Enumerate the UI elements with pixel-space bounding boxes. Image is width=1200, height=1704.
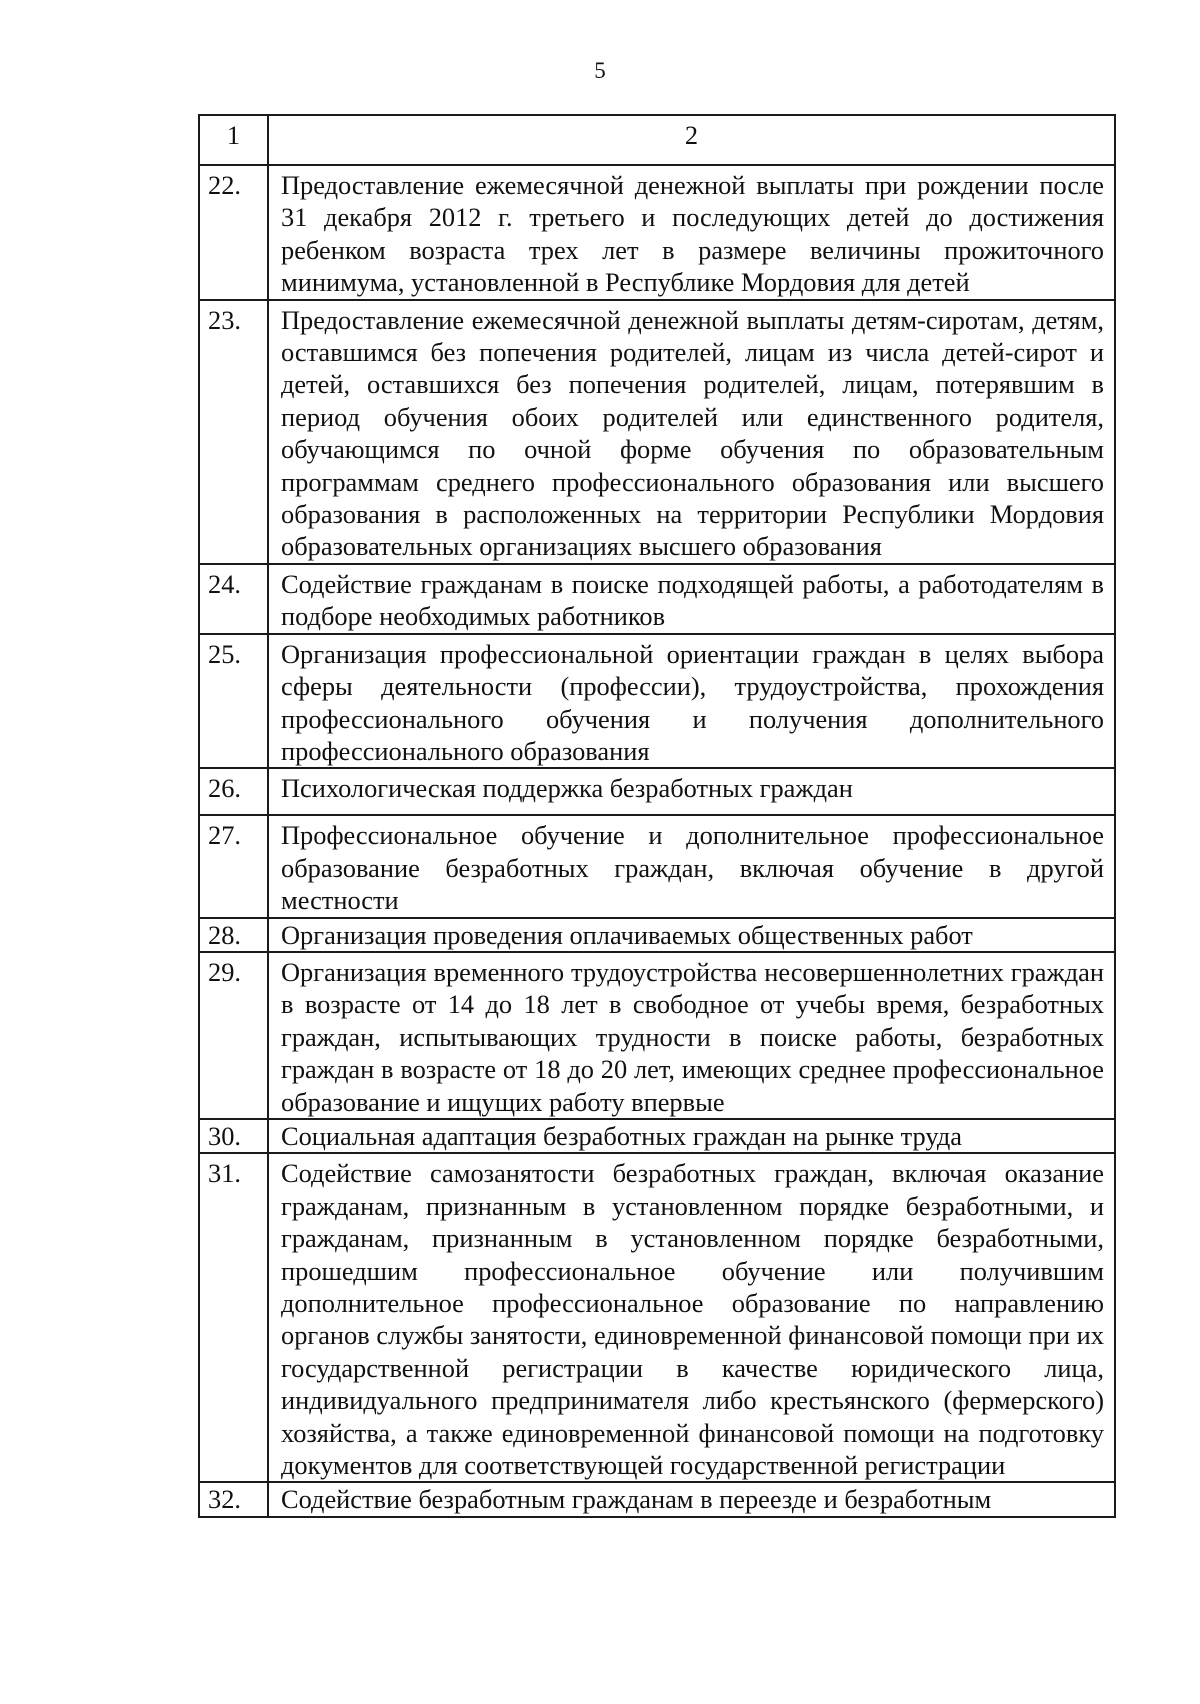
table-row <box>199 768 1115 815</box>
row-text: Организация проведения оплачиваемых общественных работ <box>268 918 1115 952</box>
page-number: 5 <box>594 58 606 83</box>
table-row <box>199 1482 1115 1516</box>
table-header-row <box>199 115 1115 165</box>
row-number: 26. <box>199 768 268 815</box>
row-number: 23. <box>199 300 268 564</box>
table-row <box>199 1153 1115 1482</box>
row-text: Содействие безработным гражданам в переезде и безработным <box>268 1482 1115 1516</box>
table-row <box>199 300 1115 564</box>
table-row <box>199 564 1115 634</box>
row-number: 30. <box>199 1119 268 1153</box>
row-text: Профессиональное обучение и дополнительное профессиональное образование безработных граждан, включая обучение в другой местности <box>268 815 1115 917</box>
row-text: Содействие самозанятости безработных граждан, включая оказание гражданам, признанным в установленном порядке безработными, и гражданам, признанным в установленном порядке безработными, прошедшим профессиональное обучение или получившим дополнительное профессиональное образование по направлению органов службы занятости, единовременной финансовой помощи при их государственной регистрации в качестве юридического лица, индивидуального предпринимателя либо крестьянского (фермерского) хозяйства, а также единовременной финансовой помощи на подготовку документов для соответствующей государственной регистрации <box>268 1153 1115 1482</box>
column-header-description: 2 <box>268 115 1115 165</box>
row-number: 31. <box>199 1153 268 1482</box>
table-row <box>199 952 1115 1119</box>
row-text: Психологическая поддержка безработных граждан <box>268 768 1115 815</box>
column-header-number: 1 <box>199 115 268 165</box>
table-row <box>199 1119 1115 1153</box>
row-number: 22. <box>199 165 268 300</box>
row-number: 27. <box>199 815 268 917</box>
table-row <box>199 918 1115 952</box>
row-text: Социальная адаптация безработных граждан на рынке труда <box>268 1119 1115 1153</box>
row-text: Предоставление ежемесячной денежной выплаты при рождении после 31 декабря 2012 г. третьего и последующих детей до достижения ребенком возраста трех лет в размере величины прожиточного минимума, установленной в Республике Мордовия для детей <box>268 165 1115 300</box>
row-text: Предоставление ежемесячной денежной выплаты детям-сиротам, детям, оставшимся без попечения родителей, лицам из числа детей-сирот и детей, оставшихся без попечения родителей, лицам, потерявшим в период обучения обоих родителей или единственного родителя, обучающимся по очной форме обучения по образовательным программам среднего профессионального образования или высшего образования в расположенных на территории Республики Мордовия образовательных организациях высшего образования <box>268 300 1115 564</box>
table-row <box>199 165 1115 300</box>
services-table <box>198 114 1116 1518</box>
row-number: 25. <box>199 634 268 769</box>
row-text: Организация профессиональной ориентации граждан в целях выбора сферы деятельности (профессии), трудоустройства, прохождения профессионального обучения и получения дополнительного профессионального образования <box>268 634 1115 769</box>
row-text: Содействие гражданам в поиске подходящей работы, а работодателям в подборе необходимых работников <box>268 564 1115 634</box>
row-number: 32. <box>199 1482 268 1516</box>
row-text: Организация временного трудоустройства несовершеннолетних граждан в возрасте от 14 до 18 лет в свободное от учебы время, безработных граждан, испытывающих трудности в поиске работы, безработных граждан в возрасте от 18 до 20 лет, имеющих среднее профессиональное образование и ищущих работу впервые <box>268 952 1115 1119</box>
table-row <box>199 634 1115 769</box>
row-number: 29. <box>199 952 268 1119</box>
row-number: 28. <box>199 918 268 952</box>
row-number: 24. <box>199 564 268 634</box>
table-row <box>199 815 1115 917</box>
